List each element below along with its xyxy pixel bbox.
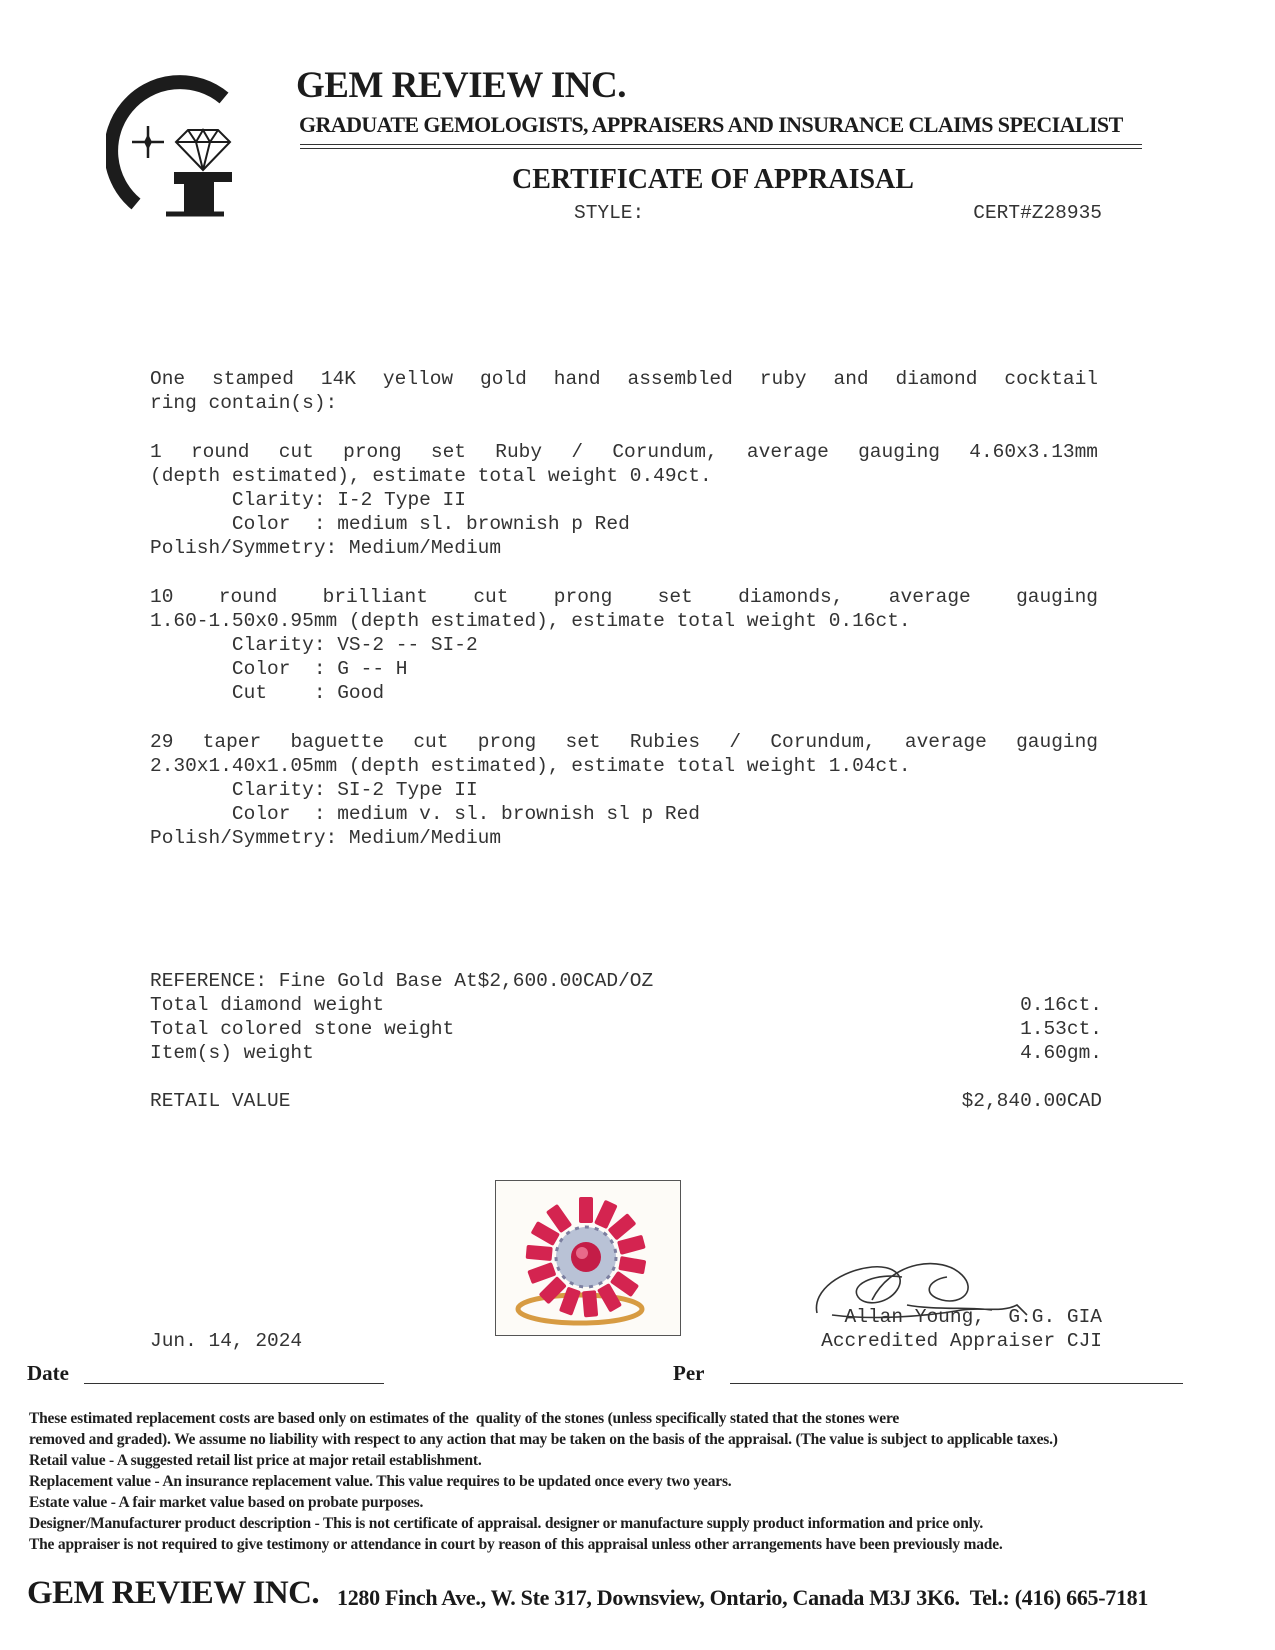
disclaimer-line-2: removed and graded). We assume no liability with respect to any action that may be taken on the basis of the appraisal. (The value is subject to applicable taxes.) xyxy=(29,1431,1058,1448)
disclaimer-testimony: The appraiser is not required to give testimony or attendance in court by reason of this appraisal unless other arrangements have been previously made. xyxy=(29,1536,1003,1553)
baguette-polish: Polish/Symmetry: Medium/Medium xyxy=(150,827,502,849)
ring-photo xyxy=(495,1180,681,1336)
appraiser-name: Allan Young, G.G. GIA xyxy=(844,1306,1102,1328)
retail-value-label: RETAIL VALUE xyxy=(150,1090,291,1112)
colored-weight-label: Total colored stone weight xyxy=(150,1018,455,1040)
ruby-polish: Polish/Symmetry: Medium/Medium xyxy=(150,537,502,559)
certificate-title: CERTIFICATE OF APPRAISAL xyxy=(512,164,914,195)
appraiser-title: Accredited Appraiser CJI xyxy=(821,1330,1102,1352)
baguette-clarity: Clarity: SI-2 Type II xyxy=(150,779,478,801)
diamond-weight-label: Total diamond weight xyxy=(150,994,385,1016)
style-label: STYLE: xyxy=(574,202,645,224)
baguette-line-2: 2.30x1.40x1.05mm (depth estimated), estimate total weight 1.04ct. xyxy=(150,755,911,777)
appraisal-date: Jun. 14, 2024 xyxy=(150,1330,303,1352)
item-weight-label: Item(s) weight xyxy=(150,1042,314,1064)
header-rule-bottom xyxy=(300,148,1142,149)
baguette-line-1: 29 taper baguette cut prong set Rubies / Corundum, average gauging xyxy=(150,731,1098,753)
company-tagline: GRADUATE GEMOLOGISTS, APPRAISERS AND INSURANCE CLAIMS SPECIALIST xyxy=(299,112,1123,137)
disclaimer-replacement: Replacement value - An insurance replacement value. This value requires to be updated once every two years. xyxy=(29,1473,732,1490)
item-weight-value: 4.60gm. xyxy=(1020,1042,1102,1064)
retail-value: $2,840.00CAD xyxy=(961,1090,1102,1112)
footer-company-name: GEM REVIEW INC. xyxy=(27,1575,320,1611)
ruby-line-2: (depth estimated), estimate total weight 0.49ct. xyxy=(150,465,712,487)
per-signature-line xyxy=(730,1383,1183,1384)
diamond-clarity: Clarity: VS-2 -- SI-2 xyxy=(150,634,478,656)
disclaimer-estate: Estate value - A fair market value based on probate purposes. xyxy=(29,1494,424,1511)
header-rule-top xyxy=(300,144,1142,145)
baguette-color: Color : medium v. sl. brownish sl p Red xyxy=(150,803,700,825)
colored-weight-value: 1.53ct. xyxy=(1020,1018,1102,1040)
disclaimer-designer: Designer/Manufacturer product description - This is not certificate of appraisal. designer or manufacture supply product information and price only. xyxy=(29,1515,984,1532)
diamond-line-2: 1.60-1.50x0.95mm (depth estimated), estimate total weight 0.16ct. xyxy=(150,610,911,632)
item-description-line-1: One stamped 14K yellow gold hand assembled ruby and diamond cocktail xyxy=(150,368,1098,390)
item-description-line-2: ring contain(s): xyxy=(150,392,338,414)
company-name: GEM REVIEW INC. xyxy=(296,65,626,106)
company-logo xyxy=(106,72,246,222)
footer-address: 1280 Finch Ave., W. Ste 317, Downsview, Ontario, Canada M3J 3K6. Tel.: (416) 665-7181 xyxy=(337,1585,1149,1610)
diamond-weight-value: 0.16ct. xyxy=(1020,994,1102,1016)
disclaimer-line-1: These estimated replacement costs are based only on estimates of the quality of the stones (unless specifically stated that the stones were xyxy=(29,1410,900,1427)
ruby-color: Color : medium sl. brownish p Red xyxy=(150,513,630,535)
diamond-line-1: 10 round brilliant cut prong set diamonds, average gauging xyxy=(150,586,1098,608)
ruby-line-1: 1 round cut prong set Ruby / Corundum, average gauging 4.60x3.13mm xyxy=(150,441,1098,463)
cert-number: CERT#Z28935 xyxy=(973,202,1102,224)
disclaimer-retail: Retail value - A suggested retail list price at major retail establishment. xyxy=(29,1452,482,1469)
diamond-cut: Cut : Good xyxy=(150,682,385,704)
reference-line: REFERENCE: Fine Gold Base At$2,600.00CAD/OZ xyxy=(150,970,654,992)
date-signature-line xyxy=(84,1383,384,1384)
per-label: Per xyxy=(673,1361,705,1385)
date-label: Date xyxy=(27,1361,69,1385)
ruby-clarity: Clarity: I-2 Type II xyxy=(150,489,466,511)
diamond-color: Color : G -- H xyxy=(150,658,408,680)
